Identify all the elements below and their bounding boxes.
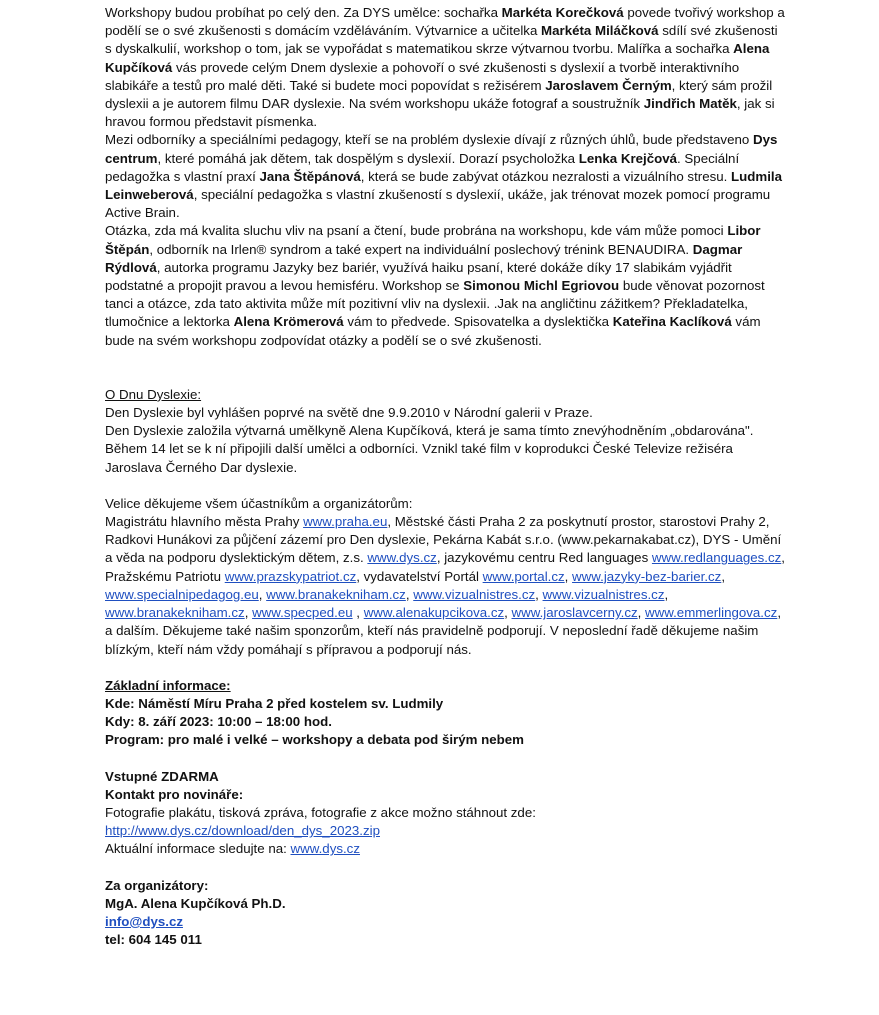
organizer-email-line	[105, 913, 785, 931]
experts-text: Mezi odborníky a speciálními pedagogy, kteří se na problém dyslexie dívají z různých úhlů, bude představeno	[105, 132, 753, 148]
thanks-paragraph	[105, 513, 785, 659]
spacer	[105, 659, 785, 677]
link-vizualnistres[interactable]: www.vizualnistres.cz	[542, 586, 665, 602]
organizer-name-text: MgA. Alena Kupčíková Ph.D.	[105, 895, 286, 911]
info-heading	[105, 677, 785, 695]
about-heading: O Dnu Dyslexie:	[105, 386, 202, 402]
person-name: Libor Štěpán	[105, 223, 761, 257]
reading-paragraph	[105, 222, 785, 349]
person-name: Markéta Korečková	[501, 5, 624, 20]
photos-link-line	[105, 822, 785, 840]
thanks-text: ,	[244, 605, 253, 621]
intro-text: povede tvořivý workshop a podělí se o své zkušenosti s domácím vzděláváním. Výtvarnice a učitelka	[105, 5, 785, 39]
person-name: Alena Kupčíková	[105, 41, 770, 75]
thanks-text: , a dalším. Děkujeme také našim sponzorům, kteří nás pravidelně podporují. V neposlední řadě děkujeme našim blízkým, kteří nám vždy pomáhají s přípravou a podporují nás.	[105, 605, 782, 657]
about-line-2: Den Dyslexie založila výtvarná umělkyně Alena Kupčíková, která je sama tímto znevýhodněním „obdarována". Během 14 let se k ní připojili další umělci a odborníci. Vznikl také film v koprodukci České Televize režiséra Jaroslava Černého Dar dyslexie.	[105, 423, 754, 475]
organizer-phone	[105, 931, 785, 949]
organizer-heading	[105, 877, 785, 895]
info-where-text: Kde: Náměstí Míru Praha 2 před kostelem sv. Ludmily	[105, 695, 444, 711]
entry-fee	[105, 768, 785, 786]
thanks-text: , jazykovému centru Red languages	[436, 550, 652, 566]
link-jazyky-bez-barier[interactable]: www.jazyky-bez-barier.cz	[572, 568, 722, 584]
person-name: Simonou Michl Egriovou	[463, 278, 620, 294]
person-name: Ludmila Leinweberová	[105, 168, 783, 203]
thanks-text: ,	[258, 586, 267, 602]
organizer-email-link[interactable]: info@dys.cz	[105, 913, 183, 929]
person-name: Alena Krömerová	[233, 314, 344, 330]
intro-text: vás provede celým Dnem dyslexie a pohovoří o své zkušenosti s dyslexií a tvorbě interaktivního slabikáře a testů pro malé děti. Také si budete moci popovídat s režisérem	[105, 59, 740, 93]
download-link[interactable]: http://www.dys.cz/download/den_dys_2023.zip	[105, 823, 380, 839]
organizer-phone-text: tel: 604 145 011	[105, 932, 202, 948]
press-release-page	[105, 4, 785, 949]
spacer	[105, 750, 785, 768]
experts-text: , která se bude zabývat otázkou nezralosti a vizuálního stresu.	[360, 168, 732, 184]
link-alenakupcikova[interactable]: www.alenakupcikova.cz	[363, 605, 505, 621]
reading-text: , autorka programu Jazyky bez bariér, využívá haiku psaní, které dokáže díky 17 slabikám vyjádřit podstatné a propojit pravou a levou hemisféru. Workshop se	[105, 259, 732, 294]
thanks-text: Magistrátu hlavního města Prahy	[105, 514, 304, 530]
person-name: Jana Štěpánová	[259, 168, 361, 184]
thanks-text: ,	[664, 586, 669, 602]
person-name: Markéta Miláčková	[541, 23, 659, 39]
organizer-heading-text: Za organizátory:	[105, 877, 209, 893]
link-specialnipedagog[interactable]: www.specialnipedagog.eu	[105, 586, 259, 602]
current-info-line	[105, 840, 785, 858]
thanks-text: ,	[564, 568, 573, 584]
info-when-text: Kdy: 8. září 2023: 10:00 – 18:00 hod.	[105, 714, 332, 730]
link-specped[interactable]: www.specped.eu	[252, 605, 353, 621]
person-name: Dys centrum	[105, 132, 778, 166]
link-jaroslavcerny[interactable]: www.jaroslavcerny.cz	[511, 605, 638, 621]
info-program	[105, 731, 785, 749]
person-name: Dagmar Rýdlová	[105, 241, 743, 275]
link-branakekniham[interactable]: www.branakekniham.cz	[105, 605, 245, 621]
intro-text: , který sám prožil dyslexii a je autorem filmu DAR dyslexie. Na svém workshopu ukáže fotograf a soustružník	[105, 77, 773, 112]
link-redlanguages[interactable]: www.redlanguages.cz	[651, 550, 782, 566]
thanks-text: ,	[535, 586, 543, 602]
experts-text: , speciální pedagožka s vlastní zkušeností s dyslexií, ukáže, jak trénovat mozek pomocí programu Active Brain.	[105, 187, 771, 221]
intro-text: , jak si hravou formou představit písmenka.	[105, 96, 775, 130]
spacer	[105, 350, 785, 386]
thanks-heading: Velice děkujeme všem účastníkům a organizátorům:	[105, 495, 413, 511]
thanks-text: , Pražskému Patriotu	[105, 550, 785, 584]
thanks-text: , Městské části Praha 2 za poskytnutí prostor, starostovi Prahy 2, Radkovi Hunákovi za půjčení zázemí pro Den dyslexie, Pekárna Kabát s.r.o. (www.pekarnakabat.cz), DYS - Umění a věda na podporu dyslektickým dětem, z.s.	[105, 514, 782, 566]
reading-text: bude věnovat pozornost tanci a otázce, zda tato aktivita může mít pozitivní vliv na dyslexii. .Jak na angličtinu zážitkem? Překladatelka, tlumočnice a lektorka	[105, 278, 765, 330]
intro-paragraph	[105, 4, 785, 131]
experts-text: , které pomáhá jak dětem, tak dospělým s dyslexií. Dorazí psycholožka	[157, 150, 579, 166]
dys-website-link[interactable]: www.dys.cz	[290, 841, 360, 857]
thanks-text: ,	[504, 605, 512, 621]
link-branakekniham[interactable]: www.branakekniham.cz	[266, 586, 406, 602]
reading-text: vám bude na svém workshopu zodpovídat otázky a podělí se o své zkušenosti.	[105, 314, 761, 348]
about-line-1: Den Dyslexie byl vyhlášen poprvé na světě dne 9.9.2010 v Národní galerii v Praze.	[105, 405, 593, 421]
link-vizualnistres[interactable]: www.vizualnistres.cz	[413, 586, 536, 602]
spacer	[105, 859, 785, 877]
intro-text: sdílí své zkušenosti s dyskalkulií, workshop o tom, jak se vypořádat s matematikou skrze výtvarnou tvorbu. Malířka a sochařka	[105, 23, 778, 57]
current-info-text: Aktuální informace sledujte na:	[105, 841, 291, 857]
info-when	[105, 713, 785, 731]
info-heading-text: Základní informace:	[105, 677, 231, 693]
experts-text: . Speciální pedagožka s vlastní praxí	[105, 150, 740, 184]
person-name: Kateřina Kaclíková	[612, 314, 732, 330]
info-program-text: Program: pro malé i velké – workshopy a debata pod širým nebem	[105, 732, 524, 748]
organizer-name	[105, 895, 785, 913]
reading-text: , odborník na Irlen® syndrom a také expert na individuální poslechový trénink BENAUDIRA.	[149, 241, 693, 257]
person-name: Jindřich Matěk	[643, 96, 737, 112]
press-contact-heading	[105, 786, 785, 804]
reading-text: Otázka, zda má kvalita sluchu vliv na psaní a čtení, bude probrána na workshopu, kde vám může pomoci	[105, 223, 728, 239]
link-dys[interactable]: www.dys.cz	[367, 550, 437, 566]
link-praha[interactable]: www.praha.eu	[303, 514, 388, 530]
press-contact-heading-text: Kontakt pro novináře:	[105, 786, 244, 802]
person-name: Lenka Krejčová	[578, 150, 678, 166]
link-prazskypatriot[interactable]: www.prazskypatriot.cz	[224, 568, 357, 584]
reading-text: vám to předvede. Spisovatelka a dyslektička	[343, 314, 613, 330]
thanks-text: , vydavatelství Portál	[356, 568, 483, 584]
spacer	[105, 477, 785, 495]
link-portal[interactable]: www.portal.cz	[482, 568, 565, 584]
photos-text: Fotografie plakátu, tisková zpráva, fotografie z akce možno stáhnout zde:	[105, 804, 536, 820]
thanks-text: ,	[721, 568, 726, 584]
thanks-text: ,	[352, 605, 364, 621]
link-emmerlingova[interactable]: www.emmerlingova.cz	[645, 605, 778, 621]
thanks-text: ,	[405, 586, 414, 602]
entry-fee-text: Vstupné ZDARMA	[105, 768, 219, 784]
person-name: Jaroslavem Černým	[545, 77, 672, 93]
intro-text: Workshopy budou probíhat po celý den. Za DYS umělce: sochařka	[105, 5, 502, 20]
experts-paragraph	[105, 131, 785, 222]
info-where	[105, 695, 785, 713]
thanks-text: ,	[637, 605, 646, 621]
